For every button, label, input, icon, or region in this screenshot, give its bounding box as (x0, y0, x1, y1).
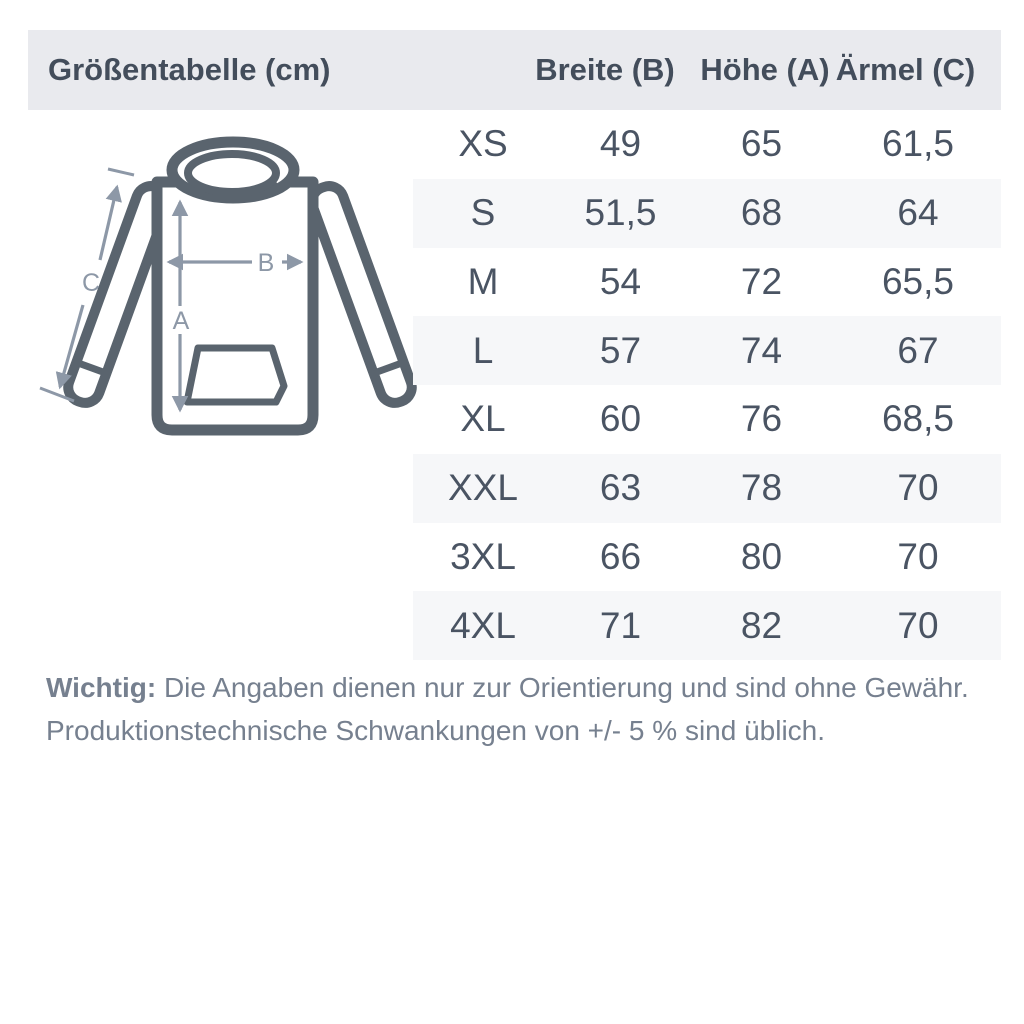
table-row (413, 179, 1001, 248)
measure-b-label: B (257, 249, 275, 277)
disclaimer-line2: Produktionstechnische Schwankungen von +/- 5 % sind üblich. (46, 715, 826, 746)
measurement-value-breite: 63 (599, 467, 642, 509)
measurement-value-hoehe: 74 (740, 329, 783, 371)
size-label: 3XL (450, 535, 516, 577)
size-label: XS (458, 123, 508, 165)
table-row (413, 591, 1001, 660)
measure-c-label: C (81, 269, 101, 297)
table-row (413, 385, 1001, 454)
hoodie-diagram-icon (30, 120, 430, 460)
measurement-value-breite: 60 (599, 398, 642, 440)
measurement-value-breite: 51,5 (584, 192, 657, 234)
table-row (413, 454, 1001, 523)
table-row (413, 523, 1001, 592)
measurement-value-aermel: 70 (897, 535, 939, 577)
measurement-value-aermel: 67 (897, 329, 939, 371)
disclaimer-line1: Die Angaben dienen nur zur Orientierung und sind ohne Gewähr. (163, 672, 969, 703)
size-label: S (470, 192, 496, 234)
measurement-value-aermel: 70 (897, 467, 939, 509)
size-label: XXL (448, 467, 518, 509)
page-title: Größentabelle (cm) (48, 52, 331, 87)
measurement-value-breite: 49 (599, 123, 642, 165)
measurement-value-hoehe: 82 (740, 604, 783, 646)
measurement-value-hoehe: 78 (740, 467, 783, 509)
column-header-aermel: Ärmel (C) (835, 52, 976, 87)
column-header-breite: Breite (B) (535, 52, 675, 87)
measurement-value-hoehe: 68 (740, 192, 783, 234)
measurement-value-breite: 54 (599, 260, 642, 302)
hoodie-right-sleeve (308, 182, 416, 407)
measurement-value-aermel: 61,5 (881, 123, 954, 165)
hoodie-pocket (187, 348, 284, 402)
measure-a-label: A (172, 307, 190, 335)
size-label: XL (460, 398, 506, 440)
measurement-value-aermel: 68,5 (881, 398, 954, 440)
disclaimer-note (46, 666, 986, 752)
size-label: M (467, 260, 499, 302)
measurement-value-hoehe: 65 (740, 123, 783, 165)
measurement-value-breite: 71 (599, 604, 642, 646)
table-row (413, 316, 1001, 385)
measurement-value-breite: 66 (599, 535, 642, 577)
column-header-hoehe: Höhe (A) (700, 52, 830, 87)
measurement-value-breite: 57 (599, 329, 642, 371)
table-row (413, 110, 1001, 179)
measurement-value-hoehe: 72 (740, 260, 783, 302)
disclaimer-label: Wichtig: (46, 672, 157, 703)
table-header (28, 30, 1001, 110)
size-label: L (472, 329, 494, 371)
measurement-value-aermel: 64 (897, 192, 939, 234)
measurement-value-aermel: 65,5 (881, 260, 954, 302)
measurement-value-hoehe: 76 (740, 398, 783, 440)
hoodie-hood (172, 142, 294, 198)
size-label: 4XL (450, 604, 516, 646)
table-row (413, 248, 1001, 317)
size-table (413, 110, 1001, 660)
measurement-value-hoehe: 80 (740, 535, 783, 577)
measurement-value-aermel: 70 (897, 604, 939, 646)
